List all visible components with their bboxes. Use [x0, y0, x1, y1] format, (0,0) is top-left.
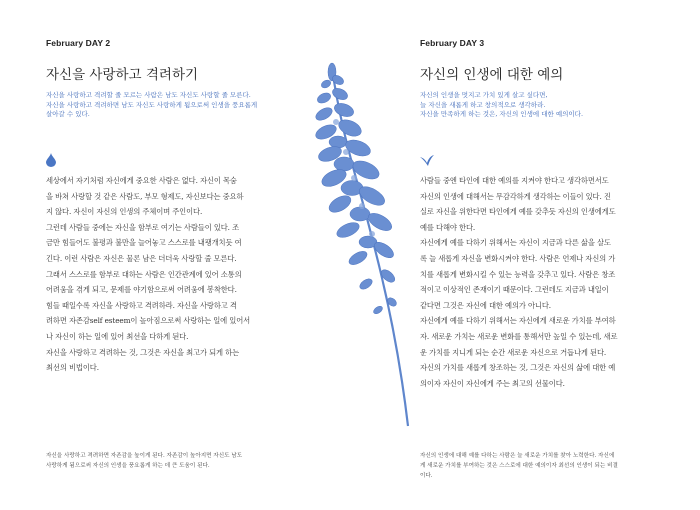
water-drop-icon [46, 152, 56, 171]
body-line: 자신에게 예를 다하기 위해서는 자신이 지금과 다른 삶을 살도 [420, 238, 611, 248]
intro-text [420, 91, 583, 120]
body-line: 어려움을 겪게 되고, 문제를 야기함으로써 어려움에 봉착한다. [46, 285, 237, 295]
body-line: 긴다. 이런 사람은 자신은 물론 남은 더더욱 사랑할 줄 모른다. [46, 253, 237, 263]
intro-line: 살아갈 수 있다. [46, 110, 90, 119]
body-line: 적이고 이상적인 존재이기 때문이다. 그런데도 지금과 내일이 [420, 285, 609, 295]
footnote-line: 사랑하게 됨으로써 자신의 인생을 풍요롭게 하는 데 큰 도움이 된다. [46, 463, 210, 470]
intro-line: 자신을 만족하게 하는 것은, 자신의 인생에 대한 예의이다. [420, 110, 584, 119]
footnote-line: 자신의 인생에 대해 예를 다하는 사람은 늘 새로운 가치를 찾아 노력한다. 자신에 [420, 453, 615, 459]
body-line: 을 바쳐 사랑할 것 같은 사람도, 부모 형제도, 자신보다는 중요하 [46, 191, 244, 201]
body-line: 자신의 가치를 새롭게 창조하는 것, 그것은 자신의 삶에 대한 예 [420, 363, 616, 373]
bird-icon [420, 152, 434, 171]
body-line: 그런데 사람들 중에는 자신을 함부로 여기는 사람들이 있다. 조 [46, 222, 240, 232]
body-line: 예를 다해야 한다. [420, 222, 476, 232]
body-line: 려하면 자존감self esteem이 높아짐으로써 사랑하는 일에 있어서 [46, 316, 251, 326]
intro-line: 자신을 사랑하고 격려할 줄 모르는 사람은 남도 자신도 사랑할 줄 모른다. [46, 91, 251, 99]
intro-line: 늘 자신을 새롭게 하고 창의적으로 생각하라. [420, 100, 546, 109]
day-label: February DAY 2 [46, 38, 111, 48]
page-title: 자신의 인생에 대한 예의 [420, 67, 564, 83]
body-line: 실로 자신을 위한다면 타인에게 예를 갖추듯 자신의 인생에게도 [420, 207, 616, 217]
body-text [46, 173, 250, 376]
footnote [46, 451, 242, 471]
body-line: 자신에게 예를 다하기 위해서는 자신에게 새로운 가치를 부여하 [420, 316, 616, 326]
body-line: 록 늘 새롭게 자신을 변화시켜야 한다. 사람은 언제나 자신의 가 [420, 253, 616, 263]
body-line: 금만 힘들어도 불평과 불만을 늘어놓고 스스로를 내팽개치듯 여 [46, 238, 242, 248]
intro-text [46, 91, 257, 120]
body-line: 그래서 스스로를 함부로 대하는 사람은 인간관계에 있어 소통의 [46, 269, 242, 279]
intro-line: 자신을 사랑하고 격려하면 남도 자신도 사랑하게 됨으로써 인생을 풍요롭게 [46, 100, 258, 109]
body-line: 세상에서 자기처럼 자신에게 중요한 사람은 없다. 자신이 목숨 [46, 176, 237, 185]
body-line: 나 자신이 하는 일에 있어 최선을 다하게 된다. [46, 331, 189, 341]
body-line: 같다면 그것은 자신에 대한 예의가 아니다. [420, 300, 551, 310]
intro-line: 자신의 인생을 멋지고 가치 있게 살고 싶다면, [420, 91, 548, 99]
body-line: 자신을 사랑하고 격려하는 것, 그것은 자신을 최고가 되게 하는 [46, 347, 240, 357]
day-label: February DAY 3 [420, 38, 485, 48]
body-line: 운 가치를 지니게 되는 순간 새로운 자신으로 거듭나게 된다. [420, 347, 607, 357]
page-title: 자신을 사랑하고 격려하기 [46, 67, 199, 83]
body-text [420, 173, 617, 391]
body-line: 자. 새로운 가치는 새로운 변화를 통해서만 높일 수 있는데, 새로 [420, 331, 618, 341]
body-line: 자신의 인생에 대해서는 무감각하게 생각하는 이들이 있다. 진 [420, 191, 611, 201]
body-line: 치를 새롭게 변화시킬 수 있는 능력을 갖추고 있다. 사람은 창조 [420, 269, 616, 279]
body-line: 사람들 중엔 타인에 대한 예의를 지켜야 한다고 생각하면서도 [420, 176, 609, 185]
footnote-line: 이다. [420, 473, 433, 480]
body-line: 힘들 때일수록 자신을 사랑하고 격려하라. 자신을 사랑하고 격 [46, 300, 237, 310]
body-line: 최선의 비법이다. [46, 363, 99, 373]
footnote-line: 게 새로운 가치를 부여하는 것은 스스로에 대한 예의이자 최선의 인생이 되는 비결 [420, 463, 618, 470]
body-line: 의이자 자신이 자신에게 주는 최고의 선물이다. [420, 378, 565, 388]
footnote [420, 451, 618, 482]
footnote-line: 자신을 사랑하고 격려하면 자존감을 높이게 된다. 자존감이 높아지면 자신도 남도 [46, 453, 243, 459]
body-line: 지 않다. 자신이 자신의 인생의 주체이며 주인이다. [46, 207, 203, 217]
right-page [350, 0, 700, 510]
